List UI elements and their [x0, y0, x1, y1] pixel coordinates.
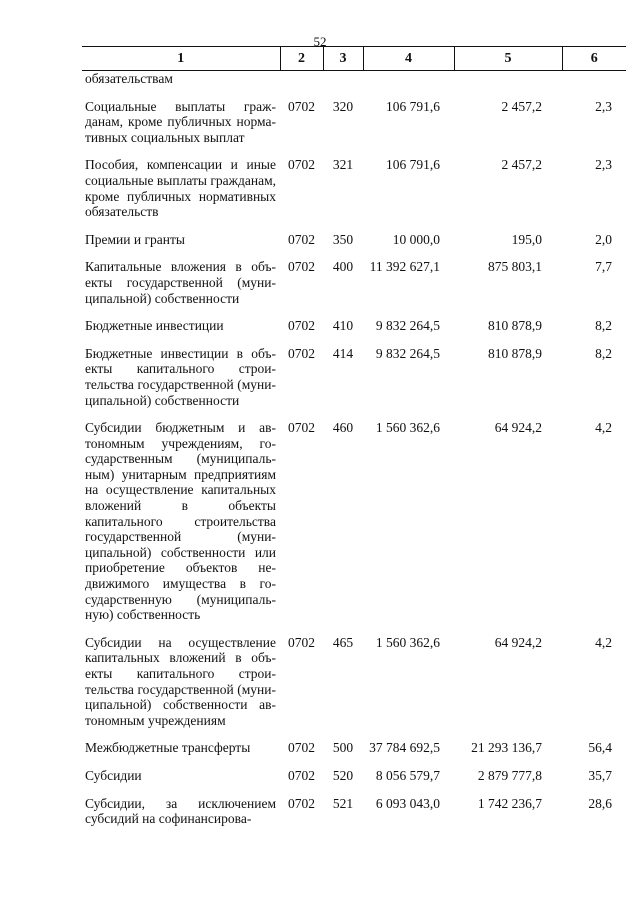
plan-amount-cell: 106 791,6: [386, 98, 440, 114]
row-name-cell: Субсидии, за исключением субсидий на софинансирова-: [85, 795, 276, 827]
expense-code-cell: 521: [332, 795, 354, 811]
percent-cell: 4,2: [595, 420, 612, 436]
row-spacer: [82, 306, 626, 318]
row-name-cell: Капитальные вложения в объекты государственной (муниципальной) собственности: [85, 259, 276, 306]
expense-code-cell: 414: [332, 345, 354, 361]
plan-amount-cell: 1 560 362,6: [375, 420, 440, 436]
table-row: [82, 99, 626, 146]
table-row: [82, 740, 626, 756]
column-header: 4: [363, 47, 454, 71]
row-spacer: [82, 334, 626, 346]
executed-amount-cell: 21 293 136,7: [471, 740, 542, 756]
table-row: [82, 796, 626, 827]
percent-cell: 7,7: [595, 259, 612, 275]
percent-cell: 2,3: [595, 157, 612, 173]
section-code-cell: [280, 71, 323, 87]
executed-amount-cell: 64 924,2: [494, 420, 542, 436]
table-row: [82, 318, 626, 334]
column-header: 1: [82, 47, 280, 71]
table-row: [82, 635, 626, 729]
row-name-cell: Межбюджетные трансферты: [85, 740, 251, 756]
percent-cell: 28,6: [588, 795, 612, 811]
column-header: 2: [280, 47, 323, 71]
table-row: [82, 71, 626, 87]
row-spacer: [82, 408, 626, 420]
percent-cell: 2,3: [595, 98, 612, 114]
plan-amount-cell: 1 560 362,6: [375, 634, 440, 650]
plan-amount-cell: 37 784 692,5: [369, 740, 440, 756]
plan-amount-cell: 8 056 579,7: [375, 767, 440, 783]
table-row: [82, 157, 626, 219]
expense-code-cell: 350: [332, 231, 354, 247]
row-name-cell: Бюджетные инвестиции: [85, 318, 224, 334]
expense-code-cell: 400: [332, 259, 354, 275]
row-spacer: [82, 145, 626, 157]
executed-amount-cell: 875 803,1: [488, 259, 542, 275]
row-name-cell: Субсидии на осуществление капитальных вложений в объекты капитального строительства государственной (муниципальной) собственности автономным учреждениям: [85, 634, 276, 728]
table-row: [82, 420, 626, 623]
row-name-cell: Субсидии бюджетным и автономным учреждениям, государственным (муниципальным) унитарным предприятиям на осуществление капитальных вложений в объекты капитального строительства государственной (муниципальной) собственности или приобретение объектов недвижимого имущества в государственную (муниципальную) собственность: [85, 420, 276, 623]
column-header: 6: [562, 47, 626, 71]
row-spacer: [82, 728, 626, 740]
executed-amount-cell: 1 742 236,7: [477, 795, 542, 811]
plan-amount-cell: 9 832 264,5: [375, 318, 440, 334]
section-code-cell: 0702: [288, 795, 315, 811]
expense-code-cell: 500: [332, 740, 354, 756]
expense-code-cell: [323, 71, 363, 87]
percent-cell: 4,2: [595, 634, 612, 650]
row-spacer: [82, 784, 626, 796]
section-code-cell: 0702: [288, 231, 315, 247]
section-code-cell: 0702: [288, 98, 315, 114]
row-spacer: [82, 247, 626, 259]
executed-amount-cell: 2 457,2: [501, 157, 542, 173]
plan-amount-cell: 10 000,0: [392, 231, 440, 247]
section-code-cell: 0702: [288, 634, 315, 650]
row-name-cell: обязательствам: [85, 71, 173, 86]
table-row: [82, 346, 626, 408]
row-spacer: [82, 220, 626, 232]
executed-amount-cell: [454, 71, 562, 87]
table-header-row: [82, 47, 626, 71]
expense-code-cell: 520: [332, 767, 354, 783]
section-code-cell: 0702: [288, 740, 315, 756]
row-name-cell: Социальные выплаты гражданам, кроме публичных нормативных социальных выплат: [85, 98, 276, 145]
section-code-cell: 0702: [288, 345, 315, 361]
section-code-cell: 0702: [288, 157, 315, 173]
row-name-cell: Пособия, компенсации и иные социальные выплаты гражданам, кроме публичных нормативных обязательств: [85, 157, 276, 220]
executed-amount-cell: 64 924,2: [494, 634, 542, 650]
plan-amount-cell: 11 392 627,1: [369, 259, 440, 275]
percent-cell: 8,2: [595, 318, 612, 334]
executed-amount-cell: 2 879 777,8: [477, 767, 542, 783]
row-name-cell: Премии и гранты: [85, 231, 185, 247]
expense-code-cell: 320: [332, 98, 354, 114]
percent-cell: 56,4: [588, 740, 612, 756]
expense-code-cell: 321: [332, 157, 354, 173]
executed-amount-cell: 810 878,9: [488, 345, 542, 361]
expense-code-cell: 410: [332, 318, 354, 334]
plan-amount-cell: 6 093 043,0: [375, 795, 440, 811]
budget-table: [82, 46, 626, 827]
table-row: [82, 768, 626, 784]
section-code-cell: 0702: [288, 259, 315, 275]
table-row: [82, 259, 626, 306]
percent-cell: 8,2: [595, 345, 612, 361]
percent-cell: [562, 71, 626, 87]
page-number: 52: [313, 34, 327, 49]
table-body: [82, 71, 626, 827]
expense-code-cell: 465: [332, 634, 354, 650]
plan-amount-cell: 106 791,6: [386, 157, 440, 173]
percent-cell: 35,7: [588, 767, 612, 783]
executed-amount-cell: 2 457,2: [501, 98, 542, 114]
section-code-cell: 0702: [288, 318, 315, 334]
section-code-cell: 0702: [288, 767, 315, 783]
row-spacer: [82, 87, 626, 99]
row-name-cell: Субсидии: [85, 767, 142, 783]
section-code-cell: 0702: [288, 420, 315, 436]
executed-amount-cell: 810 878,9: [488, 318, 542, 334]
column-header: 3: [323, 47, 363, 71]
row-name-cell: Бюджетные инвестиции в объекты капитального строительства государственной (муниципальной) собственности: [85, 345, 276, 408]
plan-amount-cell: [363, 71, 454, 87]
row-spacer: [82, 756, 626, 768]
table-row: [82, 232, 626, 248]
plan-amount-cell: 9 832 264,5: [375, 345, 440, 361]
expense-code-cell: 460: [332, 420, 354, 436]
percent-cell: 2,0: [595, 231, 612, 247]
row-spacer: [82, 623, 626, 635]
column-header: 5: [454, 47, 562, 71]
executed-amount-cell: 195,0: [511, 231, 542, 247]
